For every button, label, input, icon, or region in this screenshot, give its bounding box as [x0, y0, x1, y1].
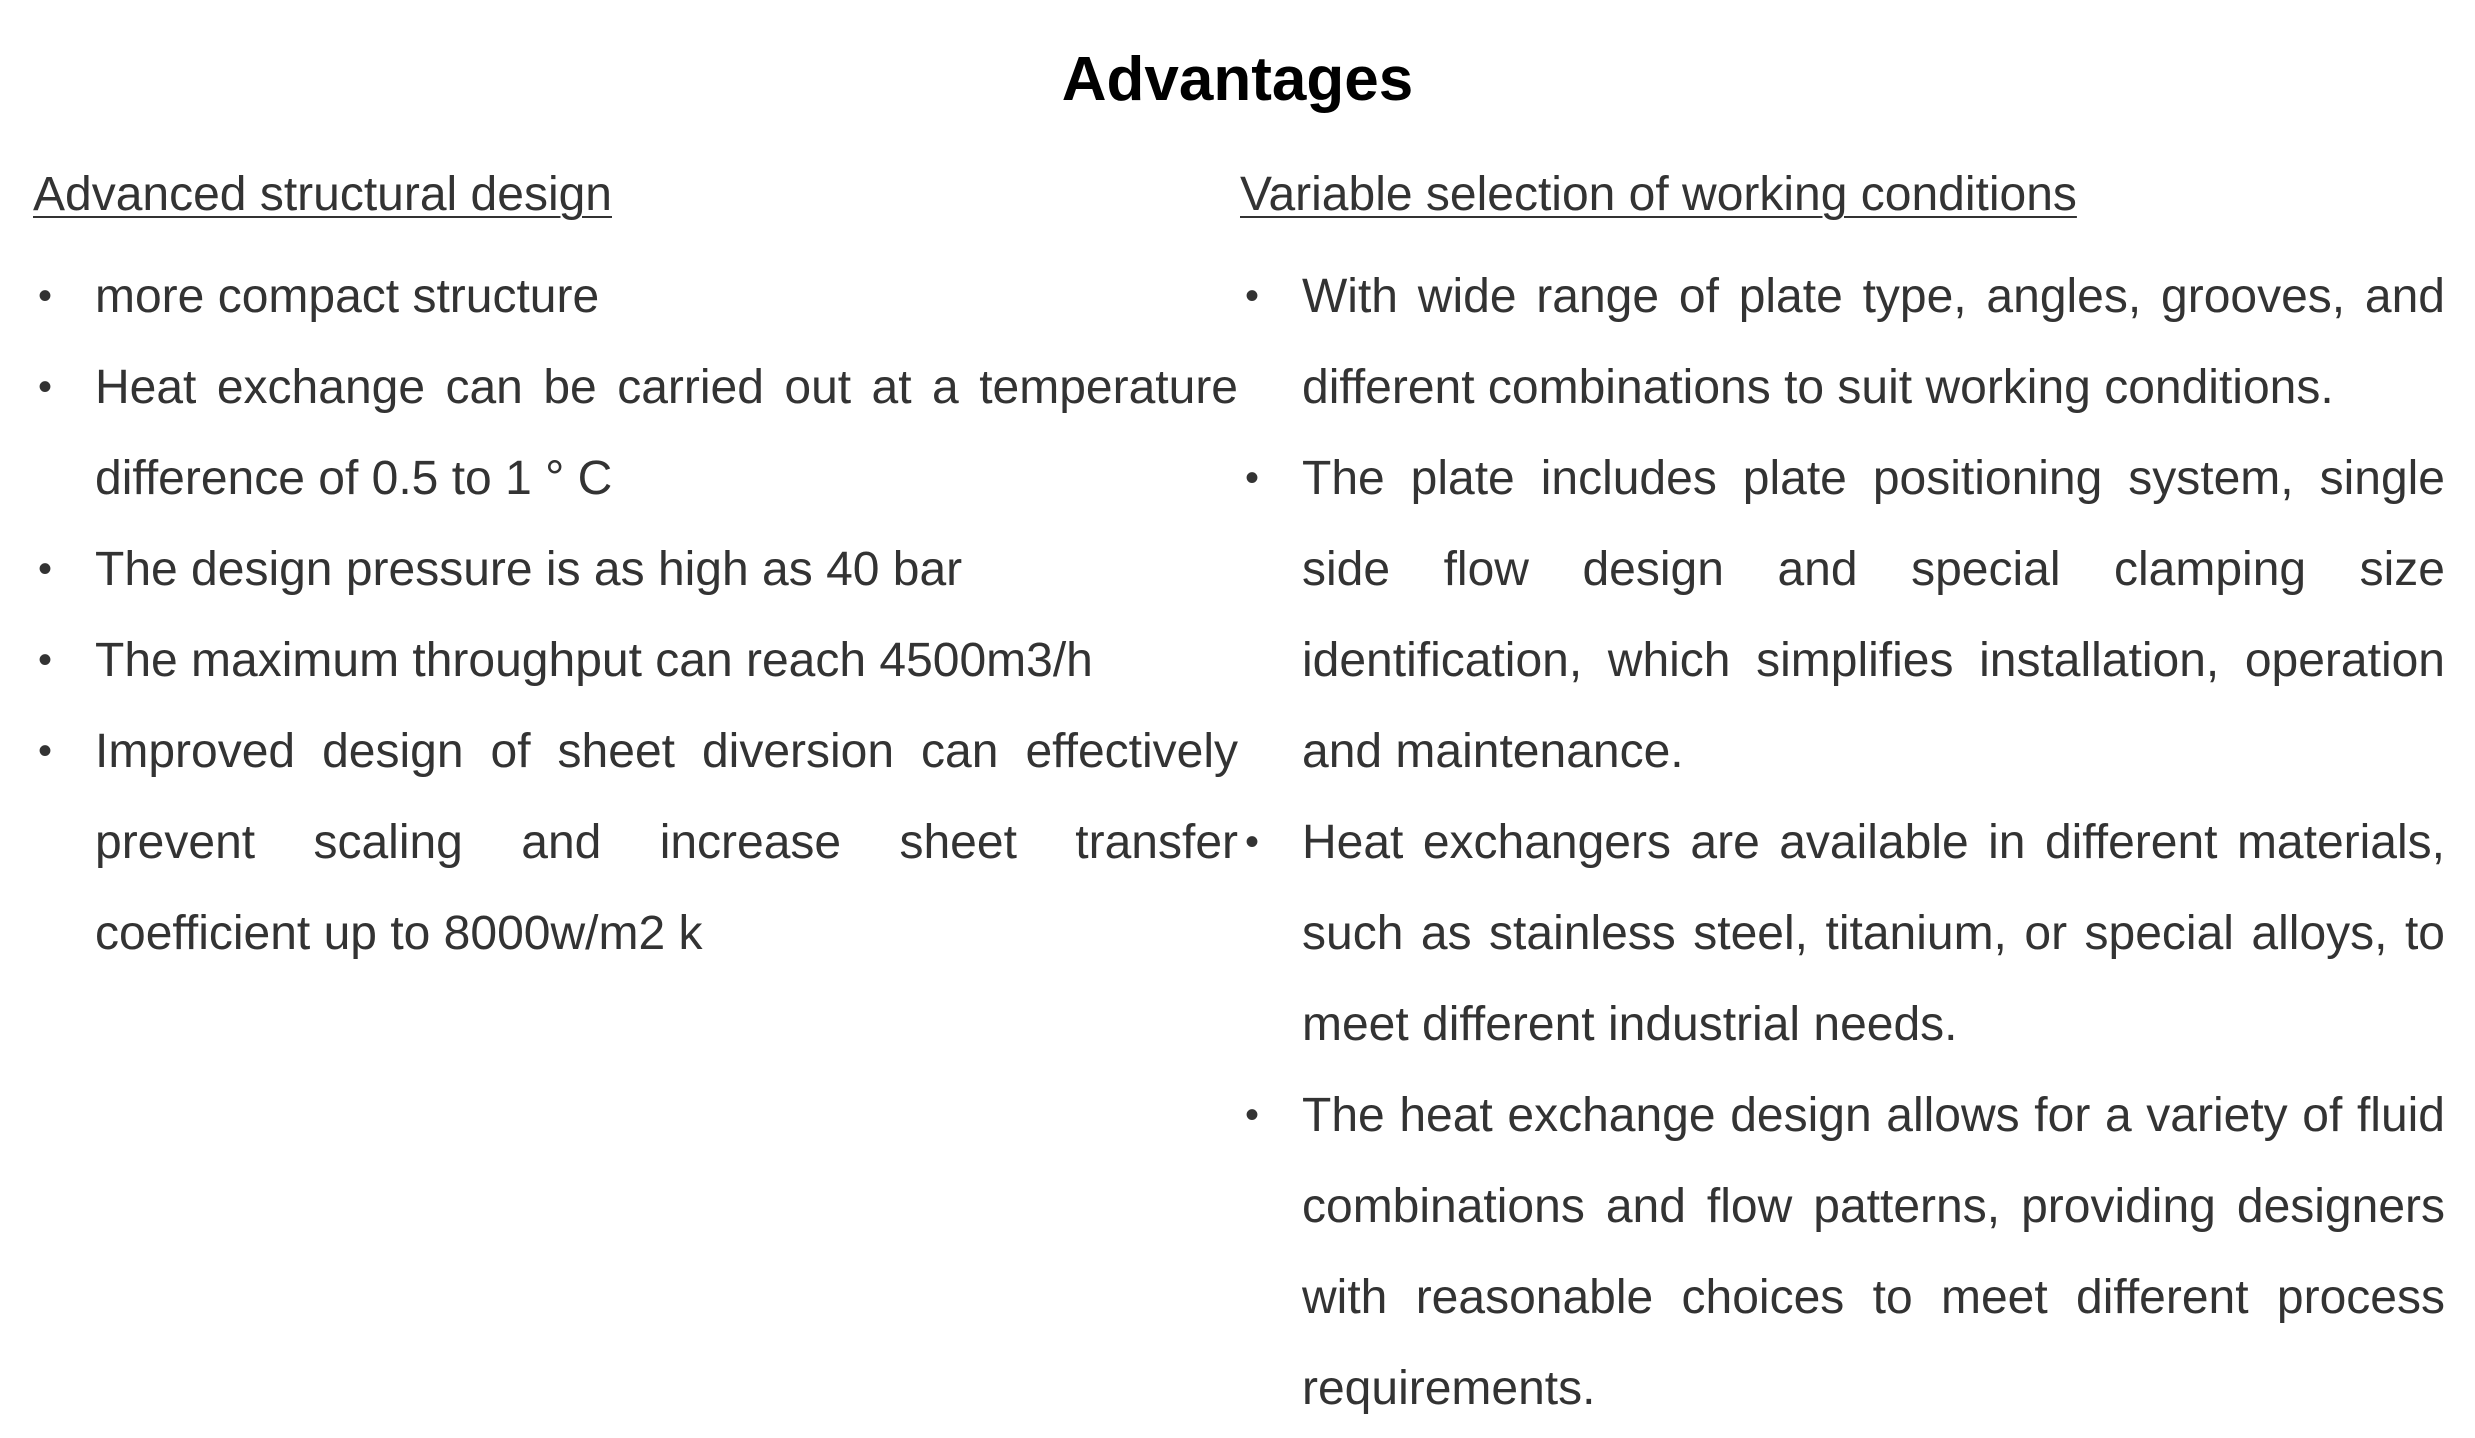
left-column — [33, 160, 1238, 979]
bullet-icon: • — [37, 274, 52, 318]
right-column — [1240, 160, 2445, 1434]
bullet-icon: • — [1244, 1093, 1259, 1137]
right-bullet-list — [1240, 251, 2445, 1434]
list-item — [1240, 797, 2445, 1070]
bullet-icon: • — [37, 729, 52, 773]
bullet-icon: • — [1244, 456, 1259, 500]
bullet-icon: • — [37, 365, 52, 409]
list-item — [33, 251, 1238, 342]
list-item — [1240, 433, 2445, 797]
bullet-icon: • — [1244, 274, 1259, 318]
list-item — [1240, 251, 2445, 433]
list-item — [33, 615, 1238, 706]
bullet-icon: • — [1244, 820, 1259, 864]
page-title: Advantages — [1061, 45, 1414, 114]
list-item-text: The maximum throughput can reach 4500m3/h — [95, 634, 1093, 687]
list-item-text: With wide range of plate type, angles, grooves, and different combinations to suit working conditions. — [1302, 270, 2445, 414]
list-item — [33, 342, 1238, 524]
left-bullet-list — [33, 251, 1238, 979]
list-item-text: The plate includes plate positioning system, single side flow design and special clamping size identification, which simplifies installation, operation and maintenance. — [1302, 452, 2445, 778]
list-item-text: more compact structure — [95, 270, 600, 323]
list-item-text: The heat exchange design allows for a variety of fluid combinations and flow patterns, providing designers with reasonable choices to meet different process requirements. — [1302, 1089, 2445, 1415]
bullet-icon: • — [37, 547, 52, 591]
list-item-text: The design pressure is as high as 40 bar — [95, 543, 963, 596]
list-item-text: Heat exchange can be carried out at a temperature difference of 0.5 to 1 ° C — [95, 361, 1238, 505]
list-item — [1240, 1070, 2445, 1434]
bullet-icon: • — [37, 638, 52, 682]
right-column-heading: Variable selection of working conditions — [1240, 168, 2077, 221]
list-item — [33, 524, 1238, 615]
list-item — [33, 706, 1238, 979]
list-item-text: Heat exchangers are available in different materials, such as stainless steel, titanium, or special alloys, to meet different industrial needs. — [1302, 816, 2445, 1051]
left-column-heading: Advanced structural design — [33, 168, 612, 221]
list-item-text: Improved design of sheet diversion can effectively prevent scaling and increase sheet transfer coefficient up to 8000w/m2 k — [95, 725, 1238, 960]
